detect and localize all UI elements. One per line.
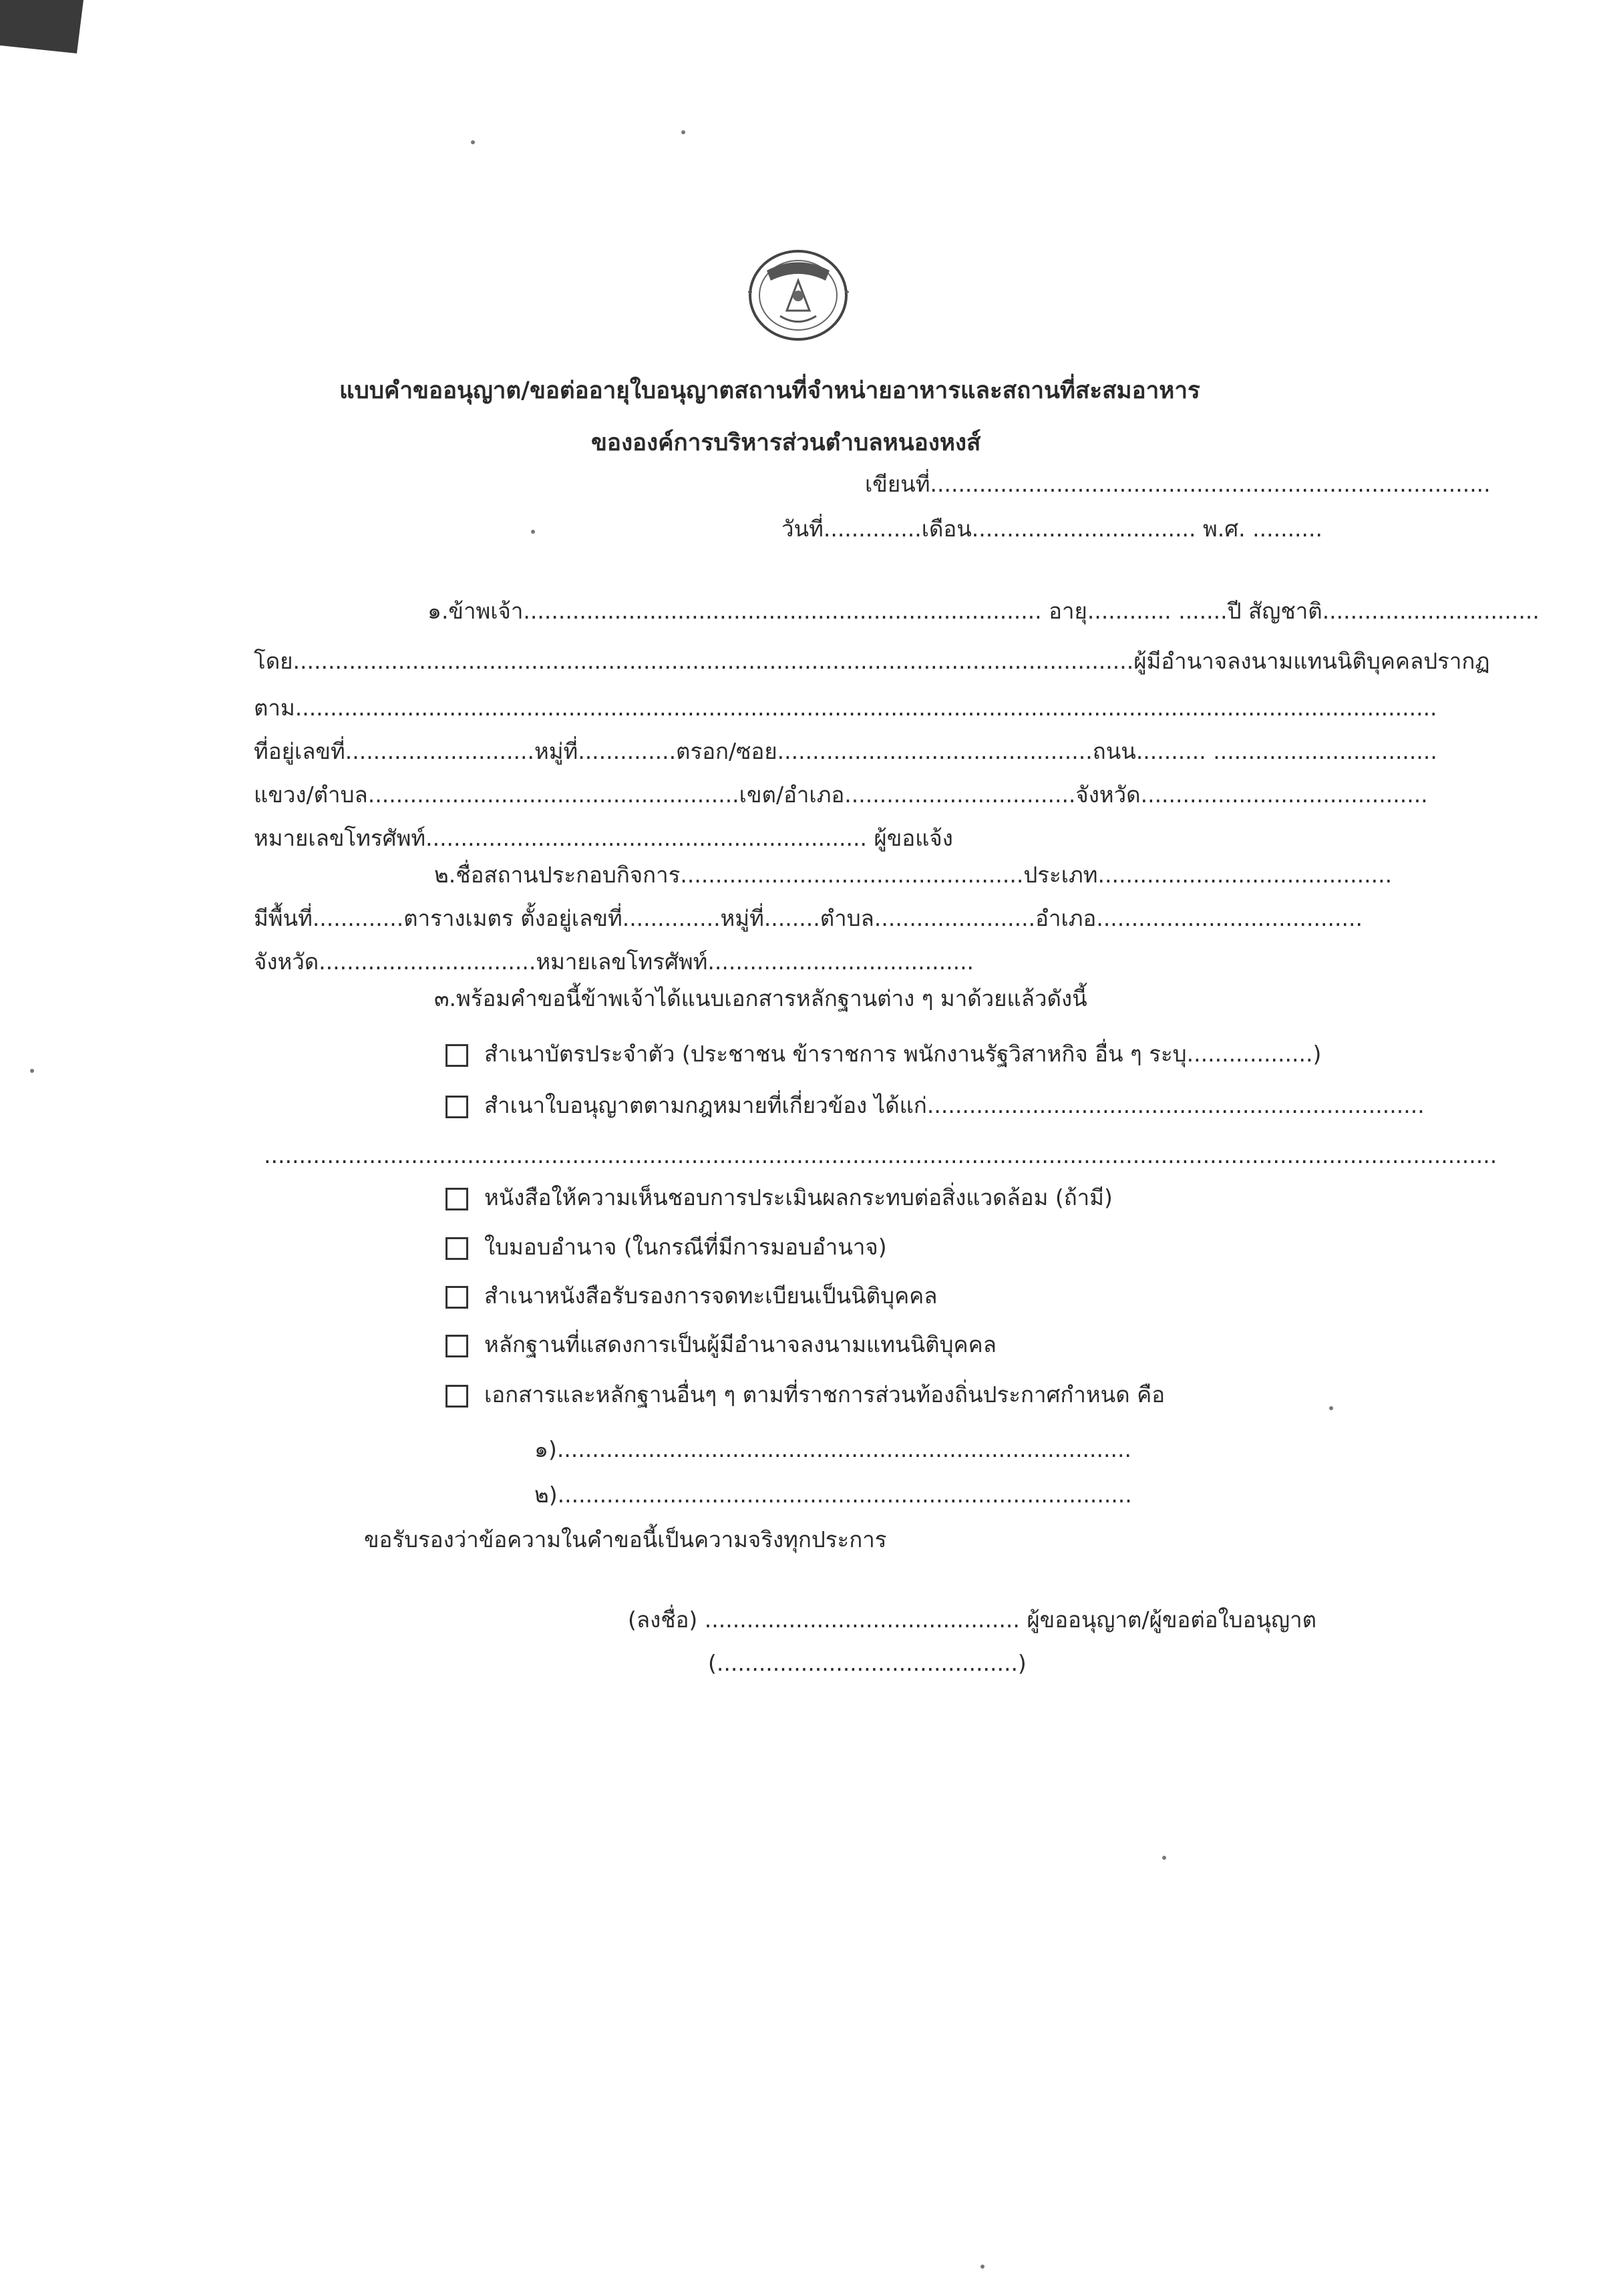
signature-line[interactable]: (ลงชื่อ) ............................................. ผู้ขออนุญาต/ผู้ขอต่อใบอนุญาต [628, 1607, 1317, 1633]
written-at-field[interactable]: เขียนที่................................................................................ [865, 471, 1491, 497]
signature-name-line[interactable]: (...........................................) [708, 1650, 1027, 1676]
scan-speck [1162, 1856, 1166, 1860]
address-line[interactable]: ที่อยู่เลขที่...........................หมู่ที่..............ตรอก/ซอย.............................................ถนน.......... ................................ [254, 738, 1437, 764]
checkbox-registration-certificate[interactable] [445, 1286, 468, 1309]
scan-speck [681, 130, 685, 134]
district-line[interactable]: แขวง/ตำบล.....................................................เขต/อำเภอ.................................จังหวัด......................................... [254, 782, 1428, 808]
scan-speck [980, 2265, 985, 2269]
form-subtitle: ขององค์การบริหารส่วนตำบลหนองหงส์ [591, 430, 981, 456]
phone-line[interactable]: หมายเลขโทรศัพท์............................................................... ผู้ขอแจ้ง [254, 825, 953, 851]
business-name-line[interactable]: ๒.ชื่อสถานประกอบกิจการ.................................................ประเภท.......................................... [434, 862, 1393, 888]
other-document-1[interactable]: ๑).................................................................................. [534, 1436, 1131, 1462]
other-document-2[interactable]: ๒).................................................................................. [534, 1482, 1132, 1508]
scan-speck [531, 530, 535, 534]
license-copy-continuation[interactable]: ................................................................................................................................................................................ [264, 1142, 1497, 1168]
province-phone-line[interactable]: จังหวัด...............................หมายเลขโทรศัพท์...................................... [254, 949, 974, 975]
checkbox-license-copy[interactable] [445, 1096, 468, 1118]
attachments-intro: ๓.พร้อมคำขอนี้ข้าพเจ้าได้แนบเอกสารหลักฐานต่าง ๆ มาด้วยแล้วดังนี้ [434, 985, 1087, 1011]
date-field[interactable]: วันที่..............เดือน................................ พ.ศ. .......... [781, 516, 1323, 542]
scan-corner-mark [0, 0, 83, 53]
item-power-of-attorney: ใบมอบอำนาจ (ในกรณีที่มีการมอบอำนาจ) [484, 1234, 887, 1260]
item-environment-approval: หนังสือให้ความเห็นชอบการประเมินผลกระทบต่อสิ่งแวดล้อม (ถ้ามี) [484, 1184, 1113, 1210]
according-to-line[interactable]: ตาม................................................................................................................................................................... [254, 695, 1437, 721]
item-license-copy: สำเนาใบอนุญาตตามกฎหมายที่เกี่ยวข้อง ได้แก่....................................................................... [484, 1092, 1425, 1118]
checkbox-id-card[interactable] [445, 1044, 468, 1067]
scan-speck [30, 1069, 34, 1073]
authorized-by-line[interactable]: โดย........................................................................................................................ผู้มีอำนาจลงนามแทนนิติบุคคลปรากฏ [254, 648, 1490, 674]
item-other-documents: เอกสารและหลักฐานอื่นๆ ๆ ตามที่ราชการส่วนท้องถิ่นประกาศกำหนด คือ [484, 1381, 1166, 1408]
item-authority-evidence: หลักฐานที่แสดงการเป็นผู้มีอำนาจลงนามแทนนิติบุคคล [484, 1331, 997, 1357]
item-id-card: สำเนาบัตรประจำตัว (ประชาชน ข้าราชการ พนักงานรัฐวิสาหกิจ อื่น ๆ ระบุ..................) [484, 1041, 1322, 1067]
checkbox-authority-evidence[interactable] [445, 1335, 468, 1357]
applicant-name-line[interactable]: ๑.ข้าพเจ้า.......................................................................... อายุ............ .......ปี สัญชาติ............................... [427, 598, 1540, 624]
checkbox-other-documents[interactable] [445, 1385, 468, 1408]
area-location-line[interactable]: มีพื้นที่.............ตารางเมตร ตั้งอยู่เลขที่..............หมู่ที่........ตำบล.......................อำเภอ...................................... [254, 905, 1363, 931]
form-title: แบบคำขออนุญาต/ขอต่ออายุใบอนุญาตสถานที่จำหน่ายอาหารและสถานที่สะสมอาหาร [339, 377, 1200, 404]
checkbox-environment-approval[interactable] [445, 1188, 468, 1210]
item-registration-certificate: สำเนาหนังสือรับรองการจดทะเบียนเป็นนิติบุคคล [484, 1283, 938, 1309]
scan-speck [471, 140, 475, 144]
government-seal-icon [740, 244, 857, 344]
scan-speck [1329, 1406, 1333, 1410]
certification-statement: ขอรับรองว่าข้อความในคำขอนี้เป็นความจริงทุกประการ [364, 1526, 887, 1552]
checkbox-power-of-attorney[interactable] [445, 1237, 468, 1260]
